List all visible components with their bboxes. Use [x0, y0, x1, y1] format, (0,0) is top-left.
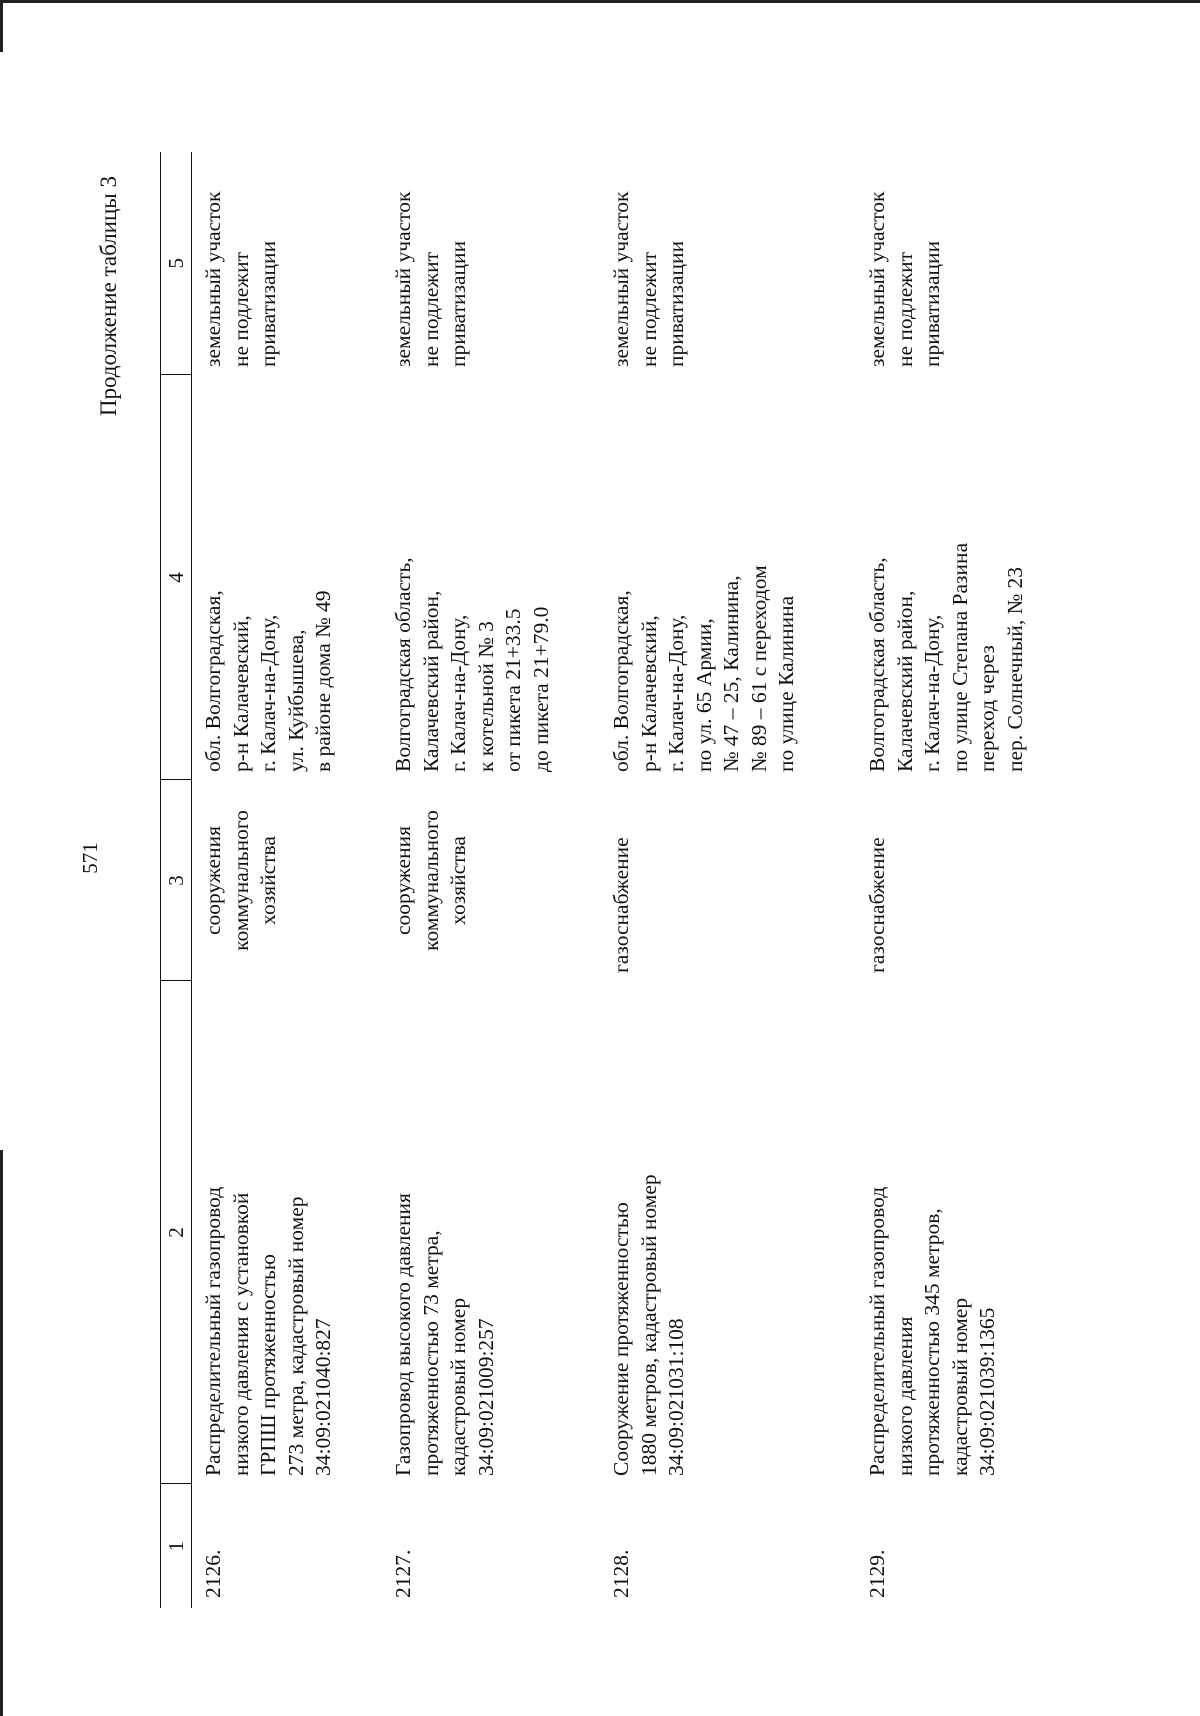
- row-number: 2129.: [865, 1549, 889, 1598]
- object-address: Волгоградская область, Калачевский район, г. Калач-на-Дону, к котельной № 3 от пикета 21+33.5 до пикета 21+79.0: [391, 557, 553, 772]
- table-row: [382, 152, 600, 1608]
- object-address: обл. Волгоградская, р-н Калачевский, г. Калач-на-Дону, по ул. 65 Армии, № 47 – 25, Калинина, № 89 – 61 с переходом по улице Калинина: [609, 565, 799, 772]
- object-note: земельный участок не подлежит приватизации: [609, 191, 689, 367]
- row-number: 2126.: [201, 1549, 225, 1598]
- registry-table: [160, 152, 1078, 1608]
- table-row: [192, 152, 383, 1608]
- object-note: земельный участок не подлежит приватизации: [201, 191, 281, 367]
- column-header-4: 4: [161, 375, 192, 780]
- table-row: [856, 152, 1078, 1608]
- object-name: Распределительный газопровод низкого давления с установкой ГРПШ протяженностью 273 метра, кадастровый номер 34:09:021040:827: [201, 1186, 336, 1476]
- table-continuation-label: Продолжение таблицы 3: [96, 176, 121, 417]
- column-header-5: 5: [161, 152, 192, 375]
- page-number: 571: [78, 842, 102, 874]
- object-type: газоснабжение: [865, 837, 889, 973]
- object-type: газоснабжение: [609, 837, 633, 973]
- object-address: Волгоградская область, Калачевский район, г. Калач-на-Дону, по улице Степана Разина переход через пер. Солнечный, № 23: [865, 542, 1027, 772]
- object-note: земельный участок не подлежит приватизации: [865, 191, 945, 367]
- column-header-1: 1: [161, 1484, 192, 1608]
- object-note: земельный участок не подлежит приватизации: [391, 191, 471, 367]
- row-number: 2128.: [609, 1549, 633, 1598]
- object-type: сооружения коммунального хозяйства: [201, 810, 281, 951]
- object-address: обл. Волгоградская, р-н Калачевский, г. Калач-на-Дону, ул. Куйбышева, в районе дома № 49: [201, 590, 336, 772]
- table-header: [161, 152, 192, 1608]
- table-row: [600, 152, 856, 1608]
- row-number: 2127.: [391, 1549, 415, 1598]
- object-name: Распределительный газопровод низкого давления протяженностью 345 метров, кадастровый номер 34:09:021039:1365: [865, 1186, 1000, 1476]
- object-name: Сооружение протяженностью 1880 метров, кадастровый номер 34:09:021031:108: [609, 1174, 689, 1476]
- column-header-3: 3: [161, 780, 192, 981]
- object-name: Газопровод высокого давления протяженностью 73 метра, кадастровый номер 34:09:021009:257: [391, 1193, 498, 1476]
- column-header-2: 2: [161, 981, 192, 1484]
- object-type: сооружения коммунального хозяйства: [391, 810, 471, 951]
